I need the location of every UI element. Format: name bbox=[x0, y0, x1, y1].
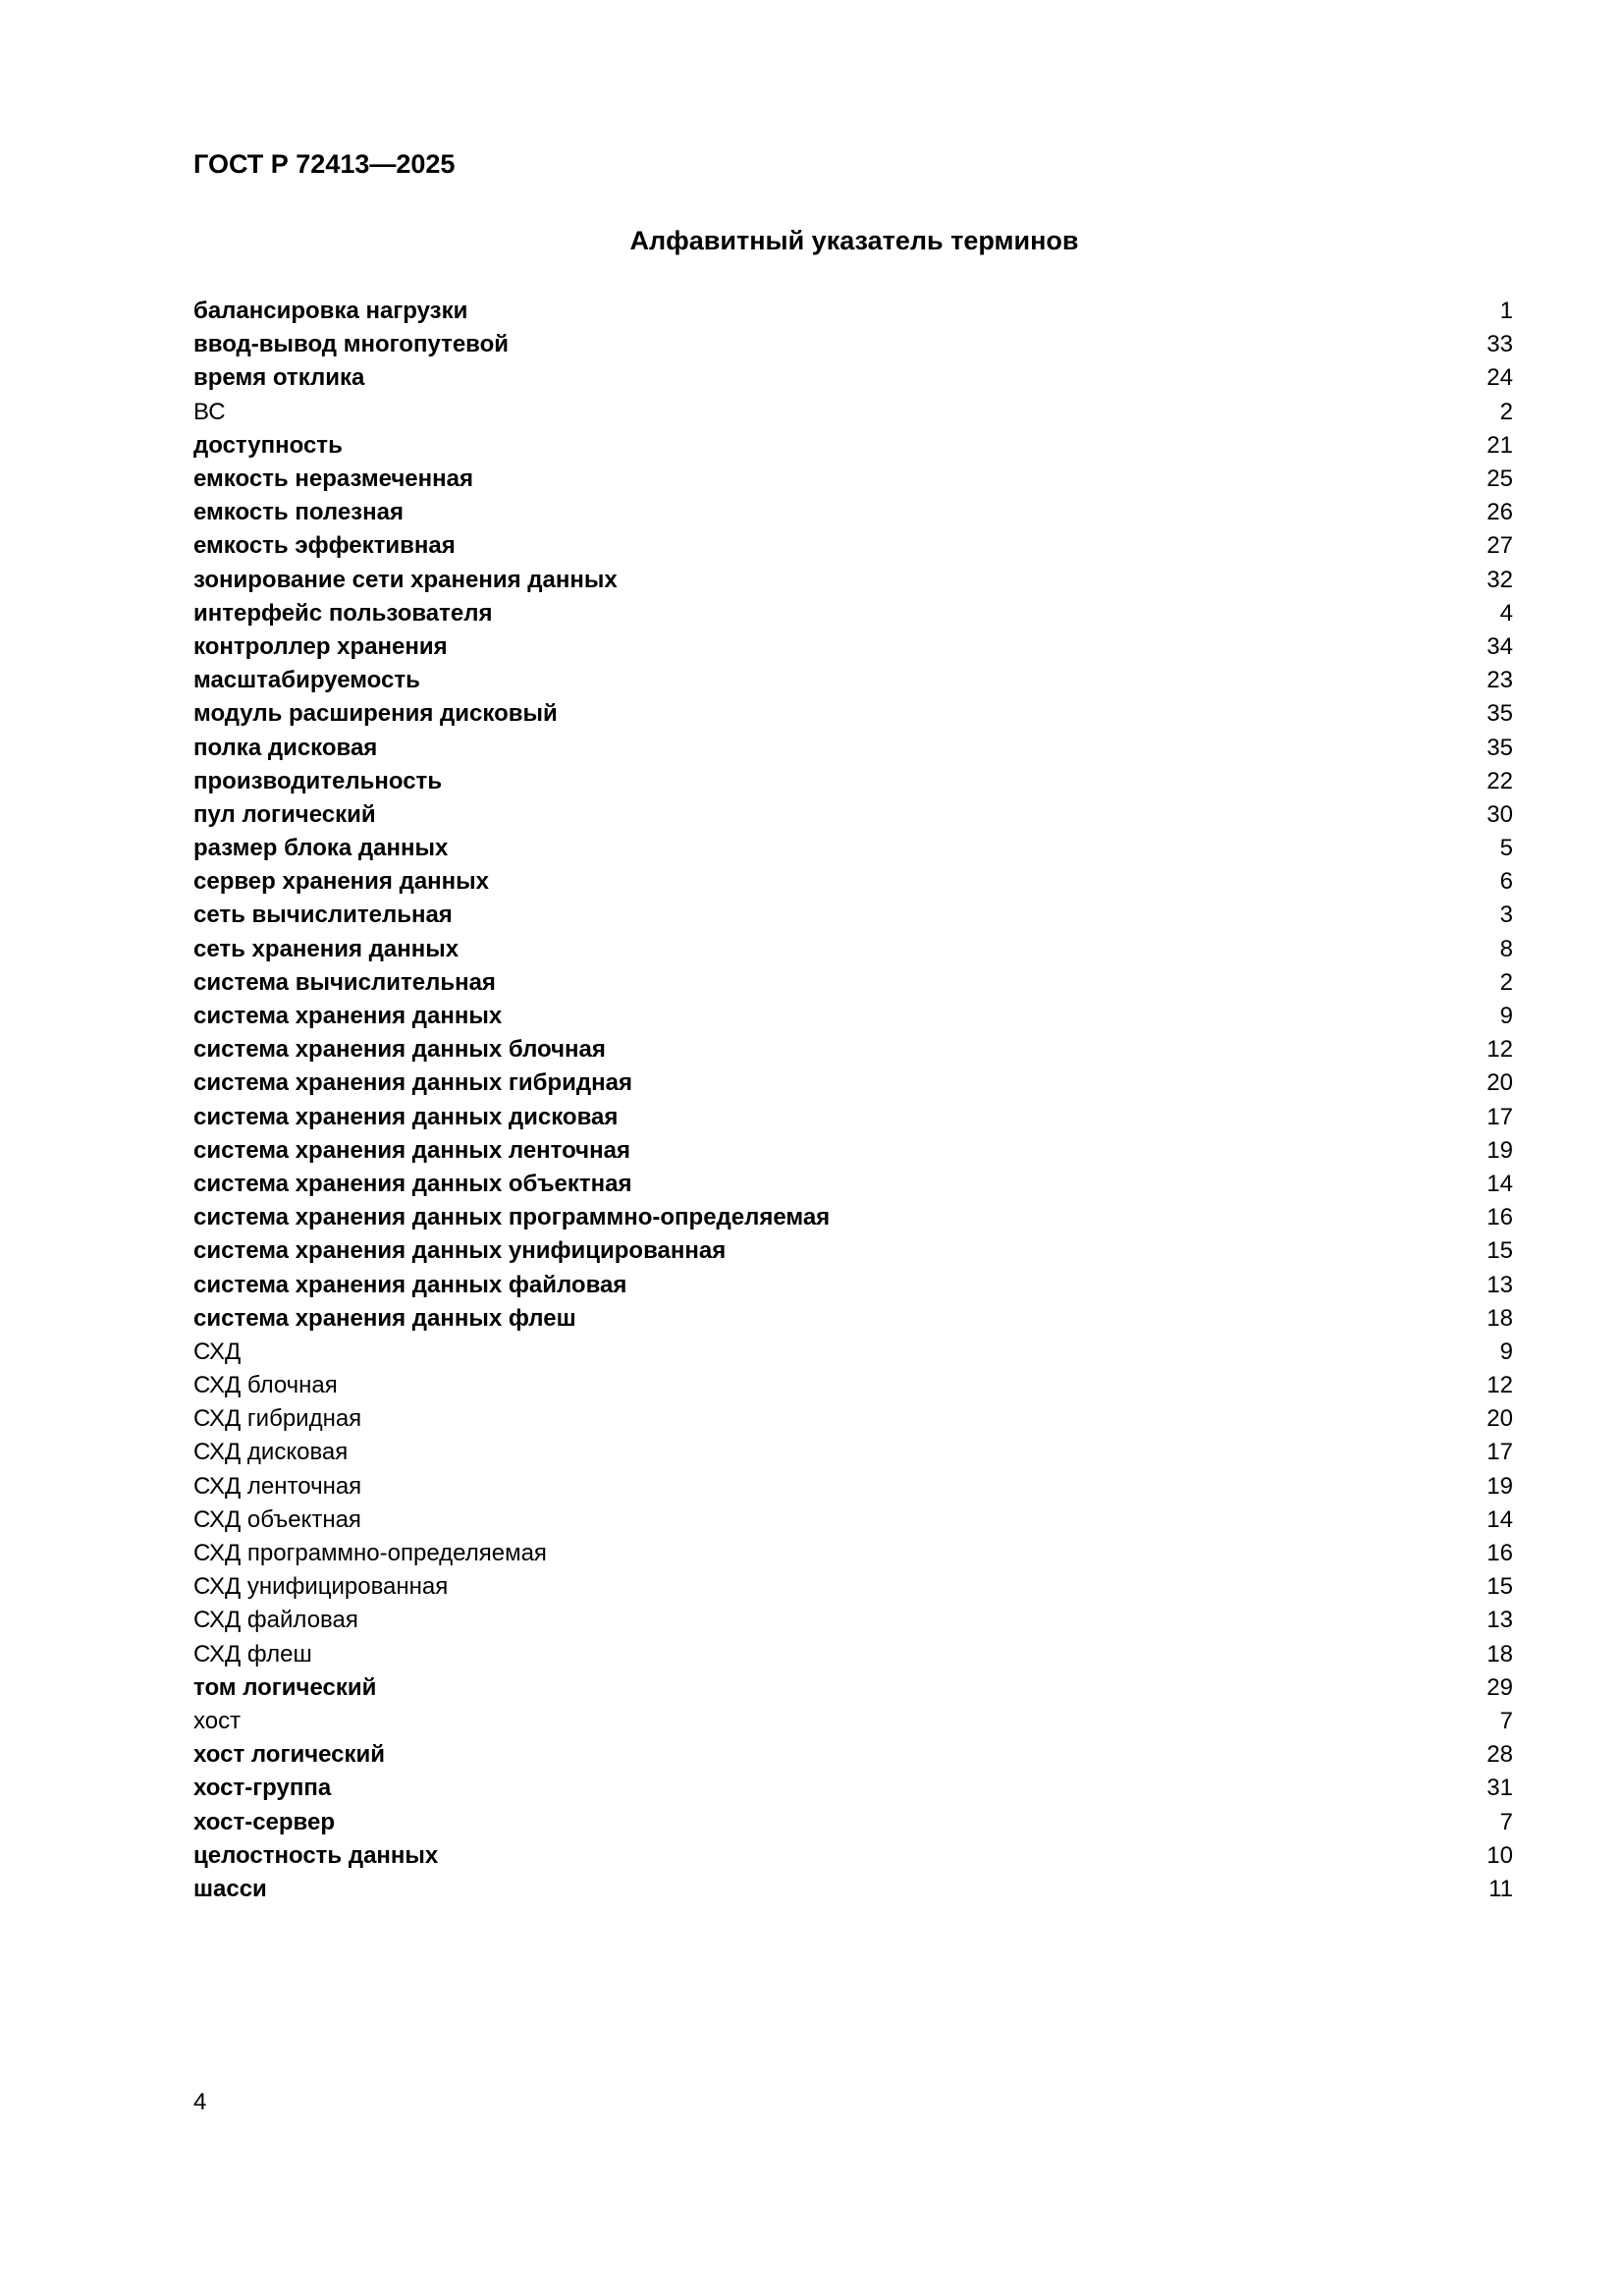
index-entry bbox=[193, 1336, 1513, 1369]
index-term: полка дисковая bbox=[193, 734, 378, 761]
index-ref-number: 20 bbox=[1487, 1405, 1513, 1433]
index-entry bbox=[193, 798, 1513, 832]
index-entry bbox=[193, 1302, 1513, 1336]
index-entry bbox=[193, 1369, 1513, 1402]
index-entry bbox=[193, 731, 1513, 764]
index-term: система хранения данных ленточная bbox=[193, 1136, 630, 1164]
term-index-list bbox=[193, 295, 1513, 1906]
index-entry bbox=[193, 1402, 1513, 1436]
index-entry bbox=[193, 765, 1513, 798]
index-entry bbox=[193, 1201, 1513, 1234]
index-ref-number: 14 bbox=[1487, 1170, 1513, 1197]
index-entry bbox=[193, 1570, 1513, 1604]
index-term: сеть вычислительная bbox=[193, 902, 453, 929]
index-entry bbox=[193, 899, 1513, 932]
index-ref-number: 1 bbox=[1499, 298, 1513, 325]
index-ref-number: 19 bbox=[1487, 1136, 1513, 1164]
index-entry bbox=[193, 429, 1513, 463]
index-ref-number: 11 bbox=[1488, 1875, 1513, 1902]
index-ref-number: 35 bbox=[1487, 734, 1513, 761]
index-term: сеть хранения данных bbox=[193, 935, 460, 962]
index-entry bbox=[193, 328, 1513, 361]
index-ref-number: 18 bbox=[1487, 1304, 1513, 1332]
index-ref-number: 9 bbox=[1499, 1338, 1513, 1365]
index-entry bbox=[193, 832, 1513, 865]
index-term: система хранения данных объектная bbox=[193, 1170, 632, 1197]
index-term: модуль расширения дисковый bbox=[193, 700, 558, 728]
index-entry bbox=[193, 865, 1513, 899]
index-entry bbox=[193, 1470, 1513, 1503]
index-entry bbox=[193, 697, 1513, 731]
index-ref-number: 34 bbox=[1487, 632, 1513, 660]
index-ref-number: 12 bbox=[1487, 1036, 1513, 1064]
index-ref-number: 22 bbox=[1487, 767, 1513, 794]
index-term: размер блока данных bbox=[193, 835, 449, 862]
index-term: система хранения данных флеш bbox=[193, 1304, 576, 1332]
index-term: пул логический bbox=[193, 800, 376, 828]
index-ref-number: 6 bbox=[1499, 868, 1513, 896]
index-entry bbox=[193, 1168, 1513, 1201]
document-code: ГОСТ Р 72413—2025 bbox=[193, 149, 456, 179]
index-ref-number: 12 bbox=[1487, 1372, 1513, 1399]
index-ref-number: 9 bbox=[1499, 1003, 1513, 1030]
index-ref-number: 28 bbox=[1487, 1741, 1513, 1769]
index-term: хост логический bbox=[193, 1741, 386, 1769]
index-term: СХД bbox=[193, 1338, 242, 1365]
index-entry bbox=[193, 1000, 1513, 1033]
index-term: система хранения данных файловая bbox=[193, 1271, 627, 1298]
index-entry bbox=[193, 597, 1513, 630]
index-term: СХД флеш bbox=[193, 1640, 312, 1667]
index-entry bbox=[193, 529, 1513, 563]
index-ref-number: 20 bbox=[1487, 1069, 1513, 1097]
index-term: интерфейс пользователя bbox=[193, 599, 493, 627]
index-entry bbox=[193, 630, 1513, 664]
index-ref-number: 7 bbox=[1499, 1808, 1513, 1835]
index-entry bbox=[193, 1503, 1513, 1537]
index-ref-number: 18 bbox=[1487, 1640, 1513, 1667]
index-ref-number: 16 bbox=[1487, 1204, 1513, 1231]
index-ref-number: 27 bbox=[1487, 532, 1513, 560]
index-ref-number: 10 bbox=[1487, 1841, 1513, 1869]
index-entry bbox=[193, 1805, 1513, 1838]
index-entry bbox=[193, 361, 1513, 395]
index-entry bbox=[193, 564, 1513, 597]
page-number: 4 bbox=[193, 2089, 207, 2115]
index-term: система хранения данных дисковая bbox=[193, 1103, 619, 1130]
index-ref-number: 32 bbox=[1487, 566, 1513, 593]
index-entry bbox=[193, 1436, 1513, 1469]
index-entry bbox=[193, 1101, 1513, 1134]
index-term: балансировка нагрузки bbox=[193, 298, 468, 325]
index-entry bbox=[193, 1066, 1513, 1100]
index-ref-number: 2 bbox=[1499, 398, 1513, 425]
index-ref-number: 15 bbox=[1487, 1237, 1513, 1265]
index-entry bbox=[193, 1738, 1513, 1772]
index-entry bbox=[193, 1839, 1513, 1873]
index-ref-number: 14 bbox=[1487, 1505, 1513, 1533]
index-term: зонирование сети хранения данных bbox=[193, 566, 618, 593]
index-entry bbox=[193, 1537, 1513, 1570]
index-term: ВС bbox=[193, 398, 226, 425]
index-ref-number: 30 bbox=[1487, 800, 1513, 828]
index-ref-number: 31 bbox=[1487, 1775, 1513, 1802]
index-term: емкость полезная bbox=[193, 499, 404, 526]
index-term: ввод-вывод многопутевой bbox=[193, 331, 510, 358]
index-entry bbox=[193, 496, 1513, 529]
index-term: СХД программно-определяемая bbox=[193, 1540, 547, 1567]
index-entry bbox=[193, 1604, 1513, 1637]
index-ref-number: 25 bbox=[1487, 465, 1513, 493]
index-ref-number: 23 bbox=[1487, 667, 1513, 694]
index-term: доступность bbox=[193, 431, 343, 459]
index-entry bbox=[193, 1671, 1513, 1705]
index-ref-number: 17 bbox=[1487, 1439, 1513, 1466]
index-term: система хранения данных унифицированная bbox=[193, 1237, 727, 1265]
index-term: сервер хранения данных bbox=[193, 868, 490, 896]
index-ref-number: 5 bbox=[1499, 835, 1513, 862]
index-ref-number: 7 bbox=[1499, 1707, 1513, 1734]
index-term: СХД дисковая bbox=[193, 1439, 349, 1466]
index-term: система хранения данных гибридная bbox=[193, 1069, 632, 1097]
index-ref-number: 13 bbox=[1487, 1271, 1513, 1298]
index-term: система хранения данных bbox=[193, 1003, 503, 1030]
index-title: Алфавитный указатель терминов bbox=[629, 226, 1079, 255]
index-ref-number: 33 bbox=[1487, 331, 1513, 358]
index-term: том логический bbox=[193, 1673, 377, 1701]
index-ref-number: 13 bbox=[1487, 1607, 1513, 1634]
index-entry bbox=[193, 1873, 1513, 1906]
index-entry bbox=[193, 1772, 1513, 1805]
index-ref-number: 29 bbox=[1487, 1673, 1513, 1701]
index-term: производительность bbox=[193, 767, 443, 794]
index-term: система хранения данных программно-определяемая bbox=[193, 1204, 831, 1231]
index-ref-number: 26 bbox=[1487, 499, 1513, 526]
index-term: емкость эффективная bbox=[193, 532, 456, 560]
index-term: СХД блочная bbox=[193, 1372, 338, 1399]
index-ref-number: 15 bbox=[1487, 1573, 1513, 1601]
index-term: емкость неразмеченная bbox=[193, 465, 473, 493]
index-term: хост bbox=[193, 1707, 242, 1734]
index-ref-number: 35 bbox=[1487, 700, 1513, 728]
index-ref-number: 3 bbox=[1499, 902, 1513, 929]
index-term: шасси bbox=[193, 1875, 267, 1902]
index-entry bbox=[193, 463, 1513, 496]
index-entry bbox=[193, 1134, 1513, 1168]
index-term: хост-группа bbox=[193, 1775, 332, 1802]
index-term: время отклика bbox=[193, 364, 365, 392]
index-term: система вычислительная bbox=[193, 968, 496, 996]
index-term: СХД файловая bbox=[193, 1607, 358, 1634]
index-ref-number: 24 bbox=[1487, 364, 1513, 392]
index-ref-number: 19 bbox=[1487, 1472, 1513, 1500]
index-ref-number: 16 bbox=[1487, 1540, 1513, 1567]
index-entry bbox=[193, 1268, 1513, 1301]
index-term: СХД унифицированная bbox=[193, 1573, 449, 1601]
index-ref-number: 2 bbox=[1499, 968, 1513, 996]
index-term: хост-сервер bbox=[193, 1808, 335, 1835]
index-term: СХД гибридная bbox=[193, 1405, 362, 1433]
index-entry bbox=[193, 664, 1513, 697]
index-term: целостность данных bbox=[193, 1841, 439, 1869]
index-ref-number: 4 bbox=[1499, 599, 1513, 627]
index-term: СХД ленточная bbox=[193, 1472, 362, 1500]
index-term: система хранения данных блочная bbox=[193, 1036, 606, 1064]
index-entry bbox=[193, 933, 1513, 966]
index-entry bbox=[193, 396, 1513, 429]
index-ref-number: 8 bbox=[1499, 935, 1513, 962]
index-term: СХД объектная bbox=[193, 1505, 361, 1533]
index-entry bbox=[193, 966, 1513, 1000]
index-term: масштабируемость bbox=[193, 667, 420, 694]
index-ref-number: 17 bbox=[1487, 1103, 1513, 1130]
index-entry bbox=[193, 1033, 1513, 1066]
index-entry bbox=[193, 295, 1513, 328]
index-ref-number: 21 bbox=[1487, 431, 1513, 459]
index-entry bbox=[193, 1705, 1513, 1738]
index-entry bbox=[193, 1638, 1513, 1671]
index-term: контроллер хранения bbox=[193, 632, 448, 660]
index-entry bbox=[193, 1234, 1513, 1268]
